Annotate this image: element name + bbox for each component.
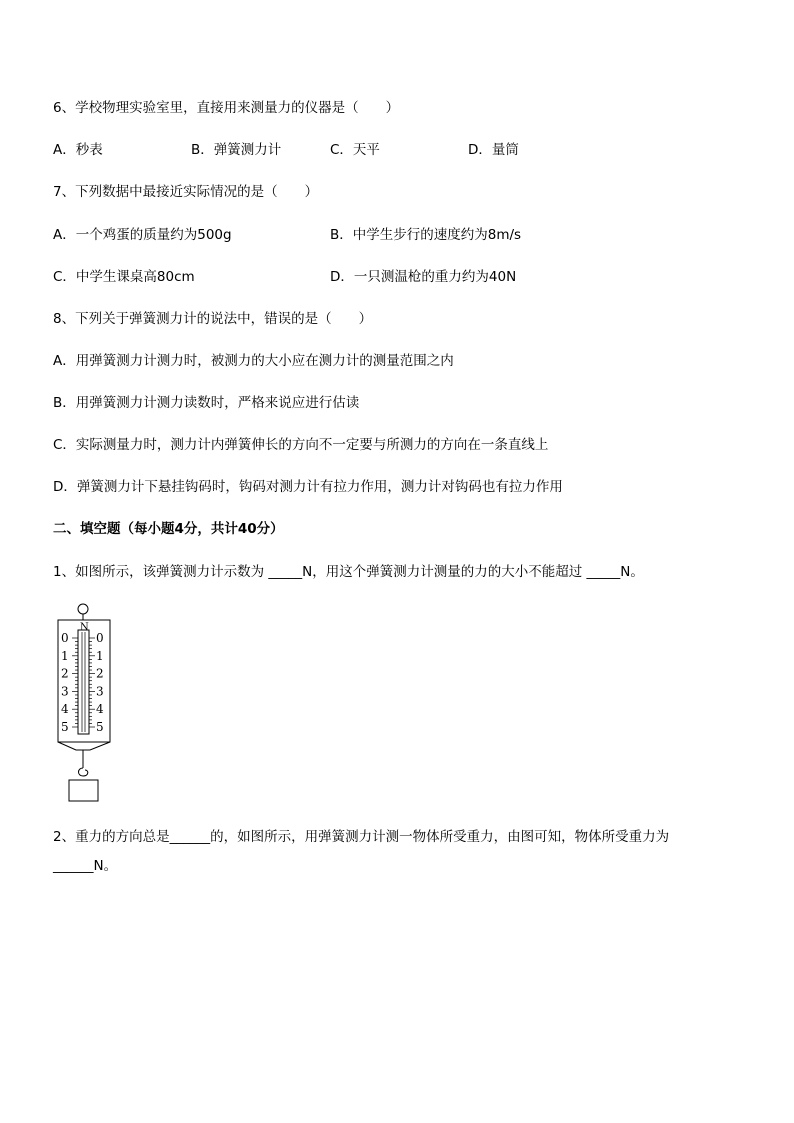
right-scale-number: 3 bbox=[96, 684, 104, 699]
left-scale-number: 2 bbox=[61, 666, 69, 681]
q8-option-b: B．用弹簧测力计测力读数时，严格来说应进行估读 bbox=[53, 395, 360, 411]
left-scale-number: 1 bbox=[61, 648, 69, 663]
q6-option-d: D．量筒 bbox=[468, 142, 519, 158]
spring-tube bbox=[78, 630, 89, 734]
hook-icon bbox=[79, 768, 88, 776]
left-scale-number: 4 bbox=[61, 702, 69, 717]
left-scale-number: 5 bbox=[61, 720, 69, 734]
right-scale-number: 5 bbox=[96, 720, 104, 734]
left-scale-number: 0 bbox=[61, 631, 69, 645]
spring-scale-figure bbox=[50, 600, 120, 810]
section-heading: 二、填空题（每小题4分，共计40分） bbox=[53, 521, 284, 537]
left-scale-number: 3 bbox=[61, 684, 69, 699]
unit-label: N bbox=[80, 622, 89, 633]
top-ring-icon bbox=[78, 604, 88, 614]
right-scale-number: 2 bbox=[96, 666, 104, 681]
q6-option-a: A．秒表 bbox=[53, 142, 103, 158]
question-7-stem: 7、下列数据中最接近实际情况的是（ ） bbox=[53, 184, 319, 200]
q6-option-b: B．弹簧测力计 bbox=[191, 142, 282, 158]
hanging-weight bbox=[69, 780, 98, 801]
right-scale-number: 4 bbox=[96, 702, 104, 717]
fill-question-1: 1、如图所示，该弹簧测力计示数为 _____N，用这个弹簧测力计测量的力的大小不能超过 _____N。 bbox=[53, 564, 644, 580]
q8-option-a: A．用弹簧测力计测力时，被测力的大小应在测力计的测量范围之内 bbox=[53, 353, 454, 369]
question-6-stem: 6、学校物理实验室里，直接用来测量力的仪器是（ ） bbox=[53, 100, 400, 116]
q7-option-c: C．中学生课桌高80cm bbox=[53, 269, 195, 285]
q7-option-a: A．一个鸡蛋的质量约为500g bbox=[53, 227, 232, 243]
question-8-stem: 8、下列关于弹簧测力计的说法中，错误的是（ ） bbox=[53, 311, 373, 327]
q6-option-c: C．天平 bbox=[330, 142, 380, 158]
q8-option-d: D．弹簧测力计下悬挂钩码时，钩码对测力计有拉力作用，测力计对钩码也有拉力作用 bbox=[53, 479, 563, 495]
right-scale-number: 0 bbox=[96, 631, 104, 645]
q7-option-b: B．中学生步行的速度约为8m/s bbox=[330, 227, 522, 243]
fill-question-2-line-1: 2、重力的方向总是______的，如图所示，用弹簧测力计测一物体所受重力，由图可知，物体所受重力为 bbox=[53, 829, 670, 845]
q7-option-d: D．一只测温枪的重力约为40N bbox=[330, 269, 517, 285]
right-scale-number: 1 bbox=[96, 648, 104, 663]
fill-question-2-line-2: ______N。 bbox=[53, 858, 118, 874]
q8-option-c: C．实际测量力时，测力计内弹簧伸长的方向不一定要与所测力的方向在一条直线上 bbox=[53, 437, 549, 453]
